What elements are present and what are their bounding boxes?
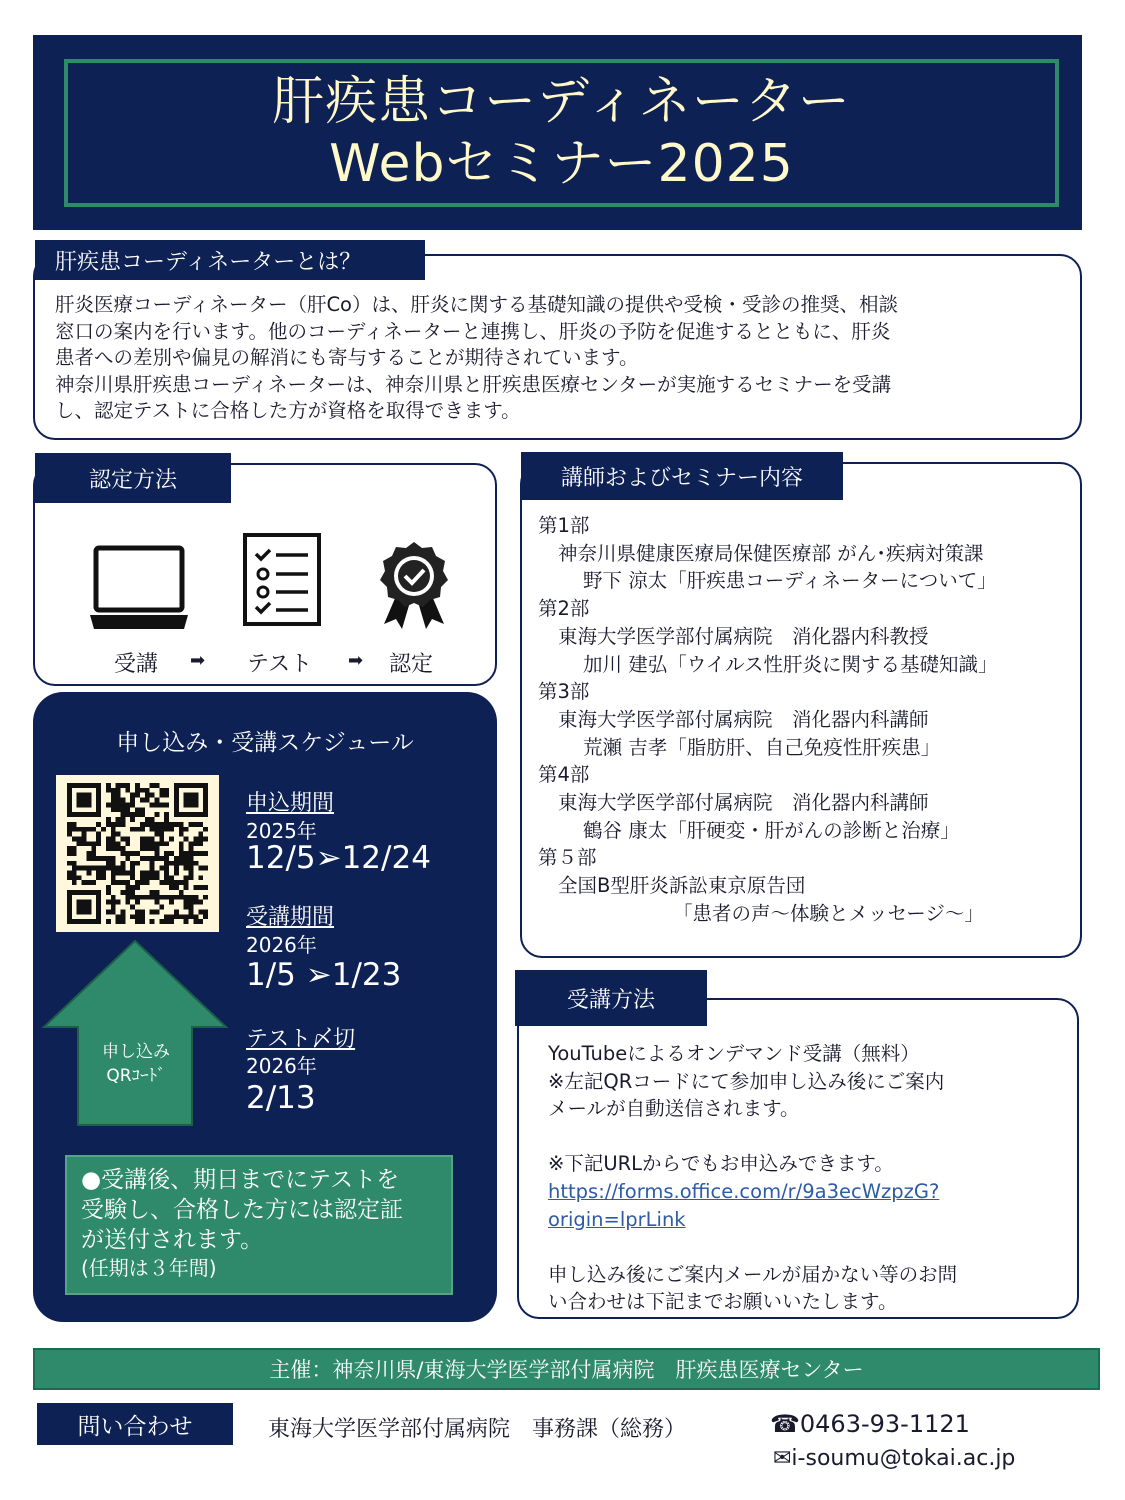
- contact-organization: 東海大学医学部付属病院 事務課（総務）: [268, 1417, 687, 1442]
- title-line-2: Webセミナー2025: [329, 134, 794, 194]
- header-banner: [33, 35, 1082, 230]
- about-line: し、認定テストに合格した方が資格を取得できます。: [55, 399, 521, 422]
- part-lecture: 荒瀬 吉孝「脂肪肝、自己免疫性肝疾患」: [583, 735, 941, 759]
- about-line: 神奈川県肝疾患コーディネーターは、神奈川県と肝疾患医療センターが実施するセミナーを受講: [55, 372, 892, 396]
- part-label: 第2部: [538, 597, 590, 621]
- part-lecture: 「患者の声～体験とメッセージ～」: [673, 901, 984, 925]
- notice-line: が送付されます。: [81, 1227, 264, 1253]
- method-spacer: [548, 1123, 1068, 1151]
- laptop-icon: [88, 545, 190, 633]
- about-tab: 肝疾患コーディネーターとは？: [35, 240, 425, 280]
- contact-email[interactable]: ✉i-soumu@tokai.ac.jp: [773, 1446, 1016, 1471]
- part-affiliation: 東海大学医学部付属病院 消化器内科講師: [558, 707, 929, 731]
- qr-label-line: 申し込み: [102, 1042, 170, 1062]
- schedule-title: 申し込み・受講スケジュール: [116, 730, 414, 756]
- course-period-heading: 受講期間: [246, 905, 335, 930]
- part-lecture: 加川 建弘「ウイルス性肝炎に関する基礎知識」: [583, 652, 998, 676]
- award-badge-icon: [376, 540, 452, 630]
- notice-box: [65, 1155, 453, 1295]
- step-test-label: テスト: [247, 652, 313, 677]
- notice-line: ●受講後、期日までにテストを: [81, 1167, 400, 1193]
- arrow-right-icon: ➡: [190, 650, 206, 671]
- up-arrow-shape: [41, 938, 229, 1128]
- notice-line: 受験し、合格した方には認定証: [81, 1197, 403, 1223]
- qr-code-image: [64, 783, 211, 924]
- about-line: 窓口の案内を行います。他のコーディネーターと連携し、肝炎の予防を促進するとともに、肝炎: [55, 319, 891, 343]
- application-year: 2025年: [246, 819, 317, 843]
- method-line: ※下記URLからでもお申込みできます。: [548, 1152, 894, 1176]
- test-date: 2/13: [246, 1080, 316, 1116]
- part-affiliation: 東海大学医学部付属病院 消化器内科教授: [558, 624, 929, 648]
- part-label: 第1部: [538, 514, 590, 537]
- part-label: 第５部: [538, 846, 597, 870]
- certification-tab: 認定方法: [35, 453, 231, 503]
- registration-url-link[interactable]: https://forms.office.com/r/9a3ecWzpzG?: [548, 1179, 940, 1203]
- course-year: 2026年: [246, 933, 317, 957]
- test-year: 2026年: [246, 1054, 317, 1078]
- method-tab: 受講方法: [515, 970, 707, 1026]
- method-spacer: [548, 1233, 1068, 1261]
- sponsor-banner: 主催：神奈川県/東海大学医学部付属病院 肝疾患医療センター: [33, 1348, 1100, 1390]
- method-line: YouTubeによるオンデマンド受講（無料）: [548, 1042, 920, 1065]
- registration-url-link[interactable]: origin=lprLink: [548, 1207, 686, 1231]
- lecturers-list: [538, 512, 1078, 928]
- notice-term: (任期は３年間): [81, 1256, 217, 1280]
- arrow-right-icon: ➡: [348, 650, 364, 671]
- part-lecture: 鶴谷 康太「肝硬変・肝がんの診断と治療」: [583, 818, 960, 842]
- part-label: 第4部: [538, 763, 590, 787]
- lecturers-tab: 講師およびセミナー内容: [521, 452, 843, 500]
- part-lecture: 野下 涼太「肝疾患コーディネーターについて」: [583, 569, 997, 593]
- part-affiliation: 東海大学医学部付属病院 消化器内科講師: [558, 791, 929, 815]
- part-affiliation: 全国B型肝炎訴訟東京原告団: [558, 874, 806, 898]
- header-frame: [64, 59, 1059, 207]
- qr-label-line: QRｺｰﾄﾞ: [106, 1066, 166, 1086]
- about-text: [55, 292, 1065, 425]
- application-dates: 12/5➢12/24: [246, 840, 431, 876]
- method-line: い合わせは下記までお願いいたします。: [548, 1290, 898, 1314]
- qr-label: [72, 1040, 200, 1088]
- part-affiliation: 神奈川県健康医療局保健医療部 がん･疾病対策課: [558, 541, 984, 565]
- checklist-icon: [242, 532, 322, 627]
- contact-tab: 問い合わせ: [37, 1403, 233, 1445]
- method-line: メールが自動送信されます。: [548, 1097, 800, 1121]
- about-line: 患者への差別や偏見の解消にも寄与することが期待されています。: [55, 346, 639, 369]
- method-text: [548, 1040, 1068, 1316]
- test-deadline-heading: テスト〆切: [246, 1027, 356, 1052]
- about-line: 肝炎医療コーディネーター（肝Co）は、肝炎に関する基礎知識の提供や受検・受診の推奨、相談: [55, 293, 898, 316]
- contact-phone[interactable]: ☎0463-93-1121: [770, 1410, 970, 1438]
- course-dates: 1/5 ➢1/23: [246, 957, 402, 993]
- step-attend-label: 受講: [114, 652, 159, 677]
- title-line-1: 肝疾患コーディネーター: [272, 72, 851, 132]
- method-line: ※左記QRコードにて参加申し込み後にご案内: [548, 1069, 945, 1093]
- method-line: 申し込み後にご案内メールが届かない等のお問: [548, 1262, 958, 1286]
- step-certify-label: 認定: [389, 652, 434, 677]
- application-period-heading: 申込期間: [246, 791, 335, 816]
- part-label: 第3部: [538, 680, 590, 704]
- qr-code[interactable]: [56, 775, 219, 932]
